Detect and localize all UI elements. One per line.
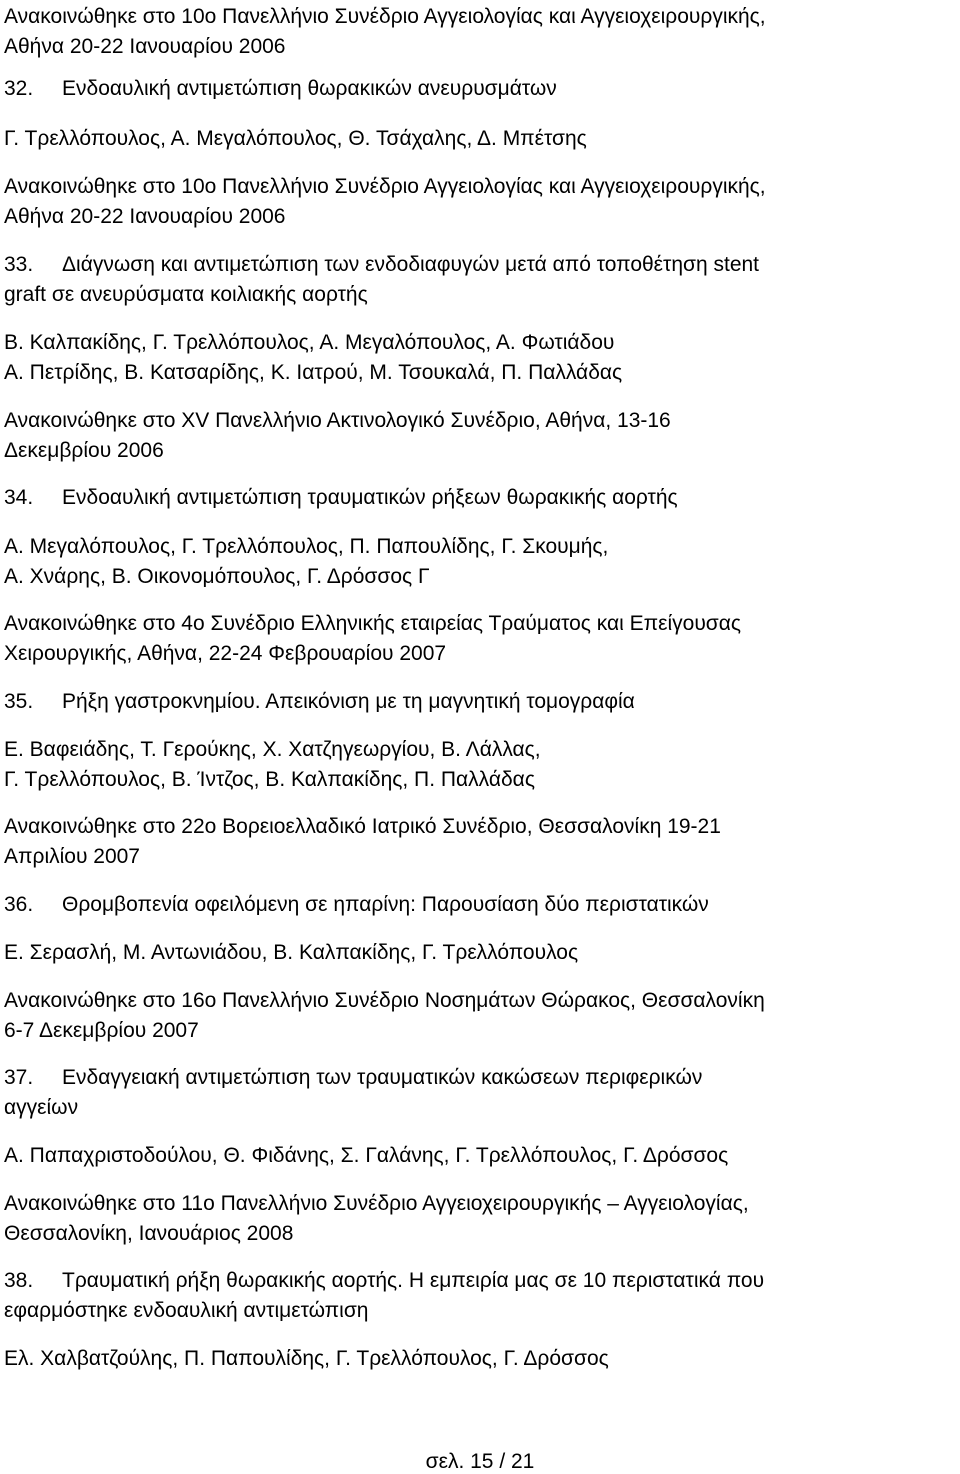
venue-line: 6-7 Δεκεμβρίου 2007 [4,1019,199,1042]
entry-title [4,74,557,104]
author-line: Ελ. Χαλβατζούλης, Π. Παπουλίδης, Γ. Τρελλόπουλος, Γ. Δρόσσος [4,1347,609,1370]
author-line: Α. Μεγαλόπουλος, Γ. Τρελλόπουλος, Π. Παπουλίδης, Γ. Σκουμής, [4,535,609,558]
publication-entry [4,250,759,310]
title-line: graft σε ανευρύσματα κοιλιακής αορτής [4,283,368,306]
entry-title [4,1063,702,1093]
entry-venue [4,986,765,1046]
venue-line: Ανακοινώθηκε στο 10ο Πανελλήνιο Συνέδριο Αγγειολογίας και Αγγειοχειρουργικής, [4,5,766,28]
title-line: Διάγνωση και αντιμετώπιση των ενδοδιαφυγών μετά από τοποθέτηση stent [62,253,760,276]
entry-authors [4,532,608,592]
title-line: αγγείων [4,1096,79,1119]
entry-authors [4,735,541,795]
title-line: Τραυματική ρήξη θωρακικής αορτής. Η εμπειρία μας σε 10 περιστατικά που [62,1269,765,1292]
title-line: Ενδοαυλική αντιμετώπιση τραυματικών ρήξεων θωρακικής αορτής [62,486,678,509]
entry-title [4,890,709,920]
entry-number: 37. [4,1066,34,1089]
entry-authors [4,1141,728,1171]
author-line: Γ. Τρελλόπουλος, Α. Μεγαλόπουλος, Θ. Τσάχαλης, Δ. Μπέτσης [4,127,587,150]
entry-number: 33. [4,253,34,276]
publication-entry [4,74,557,104]
entry-venue [4,812,721,872]
page-number: σελ. 15 / 21 [425,1450,535,1473]
venue-line: Θεσσαλονίκη, Ιανουάριος 2008 [4,1222,294,1245]
author-line: Α. Πετρίδης, Β. Κατσαρίδης, Κ. Ιατρού, Μ. Τσουκαλά, Π. Παλλάδας [4,361,623,384]
venue-line: Αθήνα 20-22 Ιανουαρίου 2006 [4,205,286,228]
entry-authors [4,124,587,154]
venue-line: Ανακοινώθηκε στο XV Πανελλήνιο Ακτινολογικό Συνέδριο, Αθήνα, 13-16 [4,409,671,432]
entry-title [4,1266,764,1296]
title-line: εφαρμόστηκε ενδοαυλική αντιμετώπιση [4,1299,369,1322]
title-line: Ενδοαυλική αντιμετώπιση θωρακικών ανευρυσμάτων [62,77,557,100]
venue-line: Ανακοινώθηκε στο 4ο Συνέδριο Ελληνικής εταιρείας Τραύματος και Επείγουσας [4,612,742,635]
author-line: Ε. Σερασλή, Μ. Αντωνιάδου, Β. Καλπακίδης, Γ. Τρελλόπουλος [4,941,579,964]
entry-venue [4,609,741,669]
entry-number: 38. [4,1269,34,1292]
publication-entry [4,1063,702,1123]
entry-title [4,483,678,513]
title-line: Ενδαγγειακή αντιμετώπιση των τραυματικών κακώσεων περιφερικών [62,1066,703,1089]
entry-title [4,687,635,717]
venue-line: Ανακοινώθηκε στο 10ο Πανελλήνιο Συνέδριο Αγγειολογίας και Αγγειοχειρουργικής, [4,175,766,198]
entry-number: 36. [4,893,34,916]
publication-entry [4,890,709,920]
venue-line: Αθήνα 20-22 Ιανουαρίου 2006 [4,35,286,58]
publication-entry [4,483,678,513]
entry-authors [4,1344,609,1374]
title-line: Θρομβοπενία οφειλόμενη σε ηπαρίνη: Παρουσίαση δύο περιστατικών [62,893,709,916]
title-line: Ρήξη γαστροκνημίου. Απεικόνιση με τη μαγνητική τομογραφία [62,690,635,713]
venue-line: Χειρουργικής, Αθήνα, 22-24 Φεβρουαρίου 2007 [4,642,447,665]
entry-venue [4,1189,749,1249]
entry-number: 32. [4,77,34,100]
publication-entry [4,1266,764,1326]
entry-authors [4,328,622,388]
venue-line: Δεκεμβρίου 2006 [4,439,164,462]
author-line: Α. Χνάρης, Β. Οικονομόπουλος, Γ. Δρόσσος Γ [4,565,430,588]
page-footer [0,1450,960,1474]
entry-authors [4,938,578,968]
venue-line: Απριλίου 2007 [4,845,140,868]
author-line: Α. Παπαχριστοδούλου, Θ. Φιδάνης, Σ. Γαλάνης, Γ. Τρελλόπουλος, Γ. Δρόσσος [4,1144,729,1167]
entry-venue [4,172,766,232]
venue-line: Ανακοινώθηκε στο 16ο Πανελλήνιο Συνέδριο Νοσημάτων Θώρακος, Θεσσαλονίκη [4,989,765,1012]
author-line: Β. Καλπακίδης, Γ. Τρελλόπουλος, Α. Μεγαλόπουλος, Α. Φωτιάδου [4,331,615,354]
entry-number: 35. [4,690,34,713]
venue-line: Ανακοινώθηκε στο 11ο Πανελλήνιο Συνέδριο Αγγειοχειρουργικής – Αγγειολογίας, [4,1192,749,1215]
author-line: Γ. Τρελλόπουλος, Β. Ίντζος, Β. Καλπακίδης, Π. Παλλάδας [4,768,535,791]
venue-line: Ανακοινώθηκε στο 22ο Βορειοελλαδικό Ιατρικό Συνέδριο, Θεσσαλονίκη 19-21 [4,815,721,838]
publication-entry [4,687,635,717]
entry-venue [4,406,671,466]
author-line: Ε. Βαφειάδης, Τ. Γερούκης, Χ. Χατζηγεωργίου, Β. Λάλλας, [4,738,541,761]
top-venue [4,2,766,62]
entry-title [4,250,759,280]
entry-number: 34. [4,486,34,509]
